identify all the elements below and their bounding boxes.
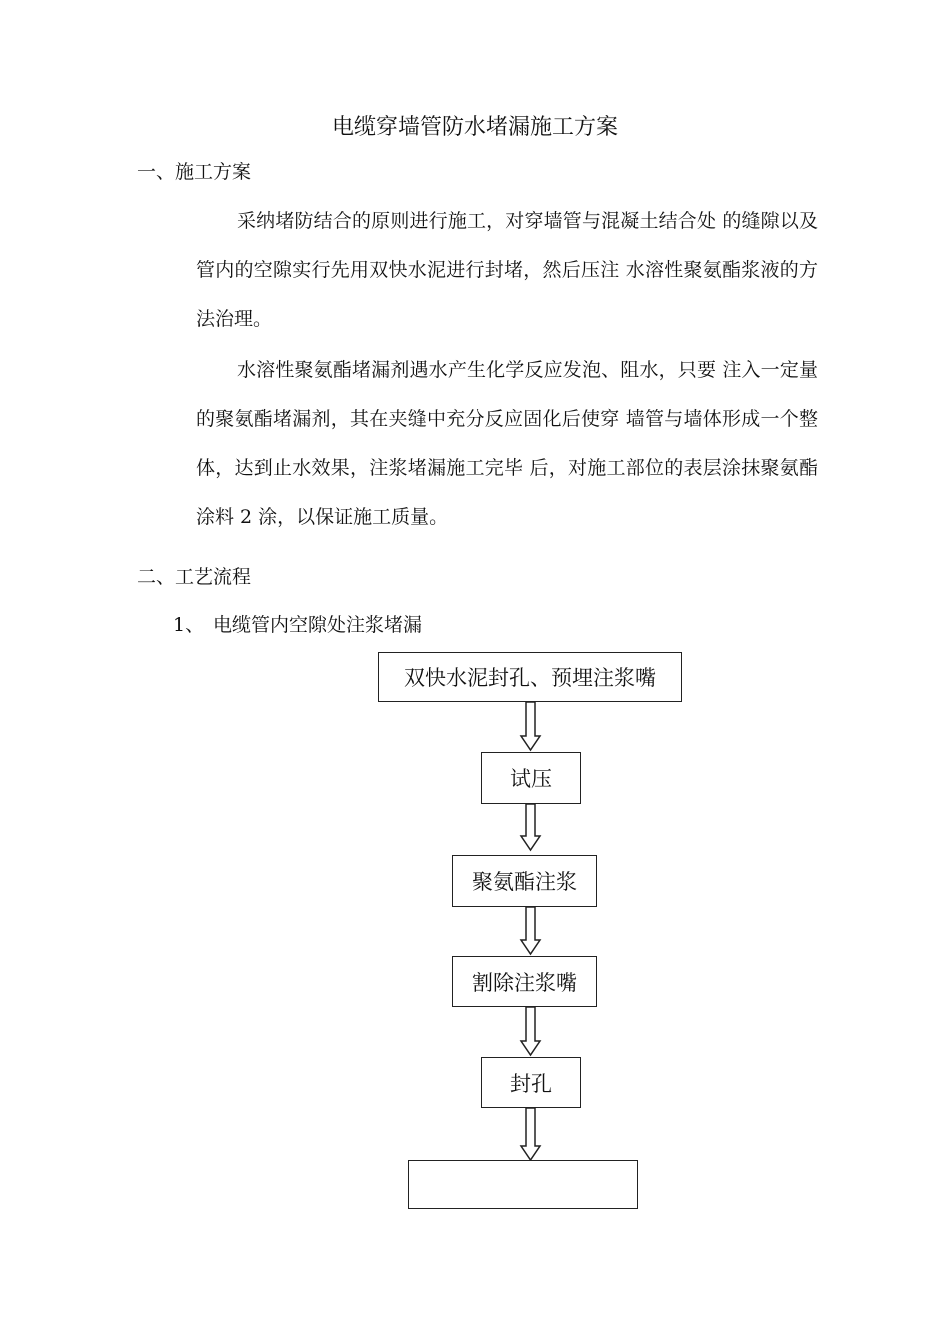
flow-step-remove-nozzle: 割除注浆嘴: [452, 956, 597, 1007]
flow-step-seal-hole: 封孔: [481, 1057, 581, 1108]
section-heading-construction-plan: 一、施工方案: [137, 161, 252, 183]
flow-step-pressure-test: 试压: [481, 752, 581, 804]
flow-arrow-1: [521, 702, 540, 750]
subsection-title: 电缆管内空隙处注浆堵漏: [213, 614, 423, 636]
subsection-number: 1、: [173, 614, 205, 636]
document-title: 电缆穿墙管防水堵漏施工方案: [331, 115, 618, 140]
flow-arrow-2: [521, 804, 540, 850]
flow-step-seal-and-embed: 双快水泥封孔、预埋注浆嘴: [378, 652, 682, 702]
flow-arrow-3: [521, 907, 540, 954]
paragraph-polyurethane: 水溶性聚氨酯堵漏剂遇水产生化学反应发泡、阻水，只要 注入一定量的聚氨酯堵漏剂，其在夹缝中充分反应固化后使穿 墙管与墙体形成一个整体，达到止水效果，注浆堵漏施工完毕 后，对施工部位的表层涂抹聚氨酯涂料 2 涂，以保证施工质量。: [196, 359, 818, 528]
flow-arrow-4: [521, 1007, 540, 1055]
paragraph-method: 采纳堵防结合的原则进行施工，对穿墙管与混凝土结合处 的缝隙以及管内的空隙实行先用双快水泥进行封堵，然后压注 水溶性聚氨酯浆液的方法治理。: [196, 210, 818, 330]
flow-step-polyurethane-grouting: 聚氨酯注浆: [452, 855, 597, 907]
section-heading-process-flow: 二、工艺流程: [137, 566, 252, 588]
flow-arrow-5: [521, 1108, 540, 1160]
flow-step-final-empty: [408, 1160, 638, 1209]
